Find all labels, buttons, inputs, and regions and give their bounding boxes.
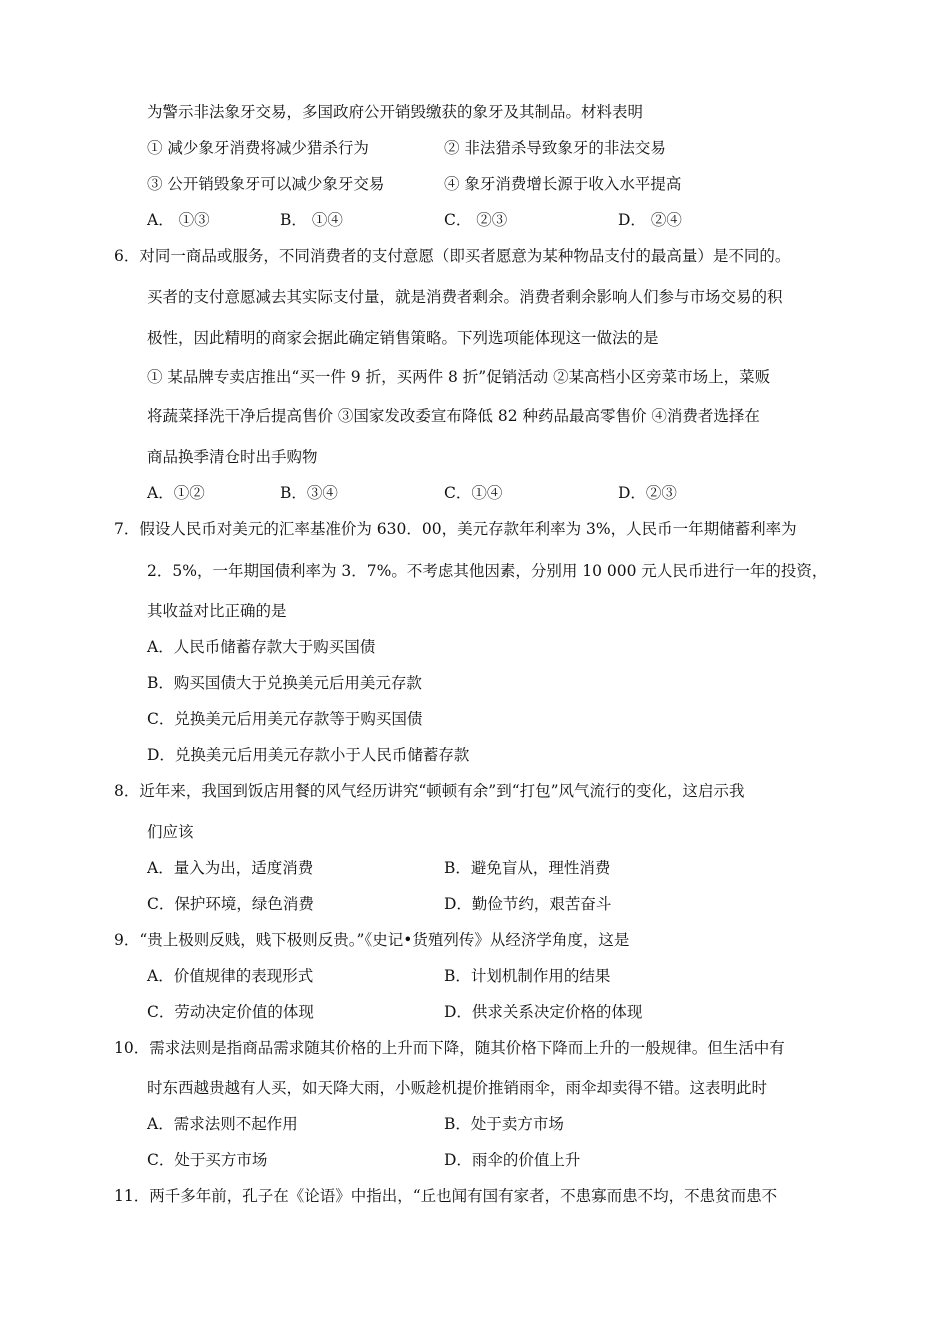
- q10-option-c: C．处于买方市场: [147, 1151, 268, 1169]
- q8-option-a: A．量入为出，适度消费: [147, 859, 314, 877]
- q5-option-d: D． ②④: [618, 211, 682, 229]
- q6-line-4: ① 某品牌专卖店推出“买一件 9 折，买两件 8 折”促销活动 ②某高档小区旁菜市场上，菜贩: [147, 368, 771, 386]
- q6-line-1: 6．对同一商品或服务，不同消费者的支付意愿（即买者愿意为某种物品支付的最高量）是不同的。: [114, 247, 791, 265]
- q5-item-2: ② 非法猎杀导致象牙的非法交易: [444, 139, 666, 157]
- q5-option-a: A． ①③: [147, 211, 210, 229]
- q6-option-a: A．①②: [147, 484, 205, 502]
- q9-option-d: D．供求关系决定价格的体现: [444, 1003, 643, 1021]
- q7-option-c: C．兑换美元后用美元存款等于购买国债: [147, 710, 423, 728]
- q6-line-5: 将蔬菜择洗干净后提高售价 ③国家发改委宣布降低 82 种药品最高零售价 ④消费者选择在: [147, 407, 760, 425]
- q7-option-b: B．购买国债大于兑换美元后用美元存款: [147, 674, 422, 692]
- q6-line-2: 买者的支付意愿减去其实际支付量，就是消费者剩余。消费者剩余影响人们参与市场交易的积: [147, 288, 783, 306]
- q9-option-a: A．价值规律的表现形式: [147, 967, 314, 985]
- q7-line-1: 7．假设人民币对美元的汇率基准价为 630．00，美元存款年利率为 3%，人民币一年期储蓄利率为: [114, 520, 797, 538]
- q5-item-3: ③ 公开销毁象牙可以减少象牙交易: [147, 175, 385, 193]
- q8-option-c: C．保护环境，绿色消费: [147, 895, 314, 913]
- q7-line-3: 其收益对比正确的是: [147, 602, 287, 620]
- q6-line-6: 商品换季清仓时出手购物: [147, 448, 318, 466]
- q11-line-1: 11．两千多年前，孔子在《论语》中指出，“丘也闻有国有家者，不患寡而患不均，不患贫而患不: [114, 1187, 778, 1205]
- q5-item-4: ④ 象牙消费增长源于收入水平提高: [444, 175, 682, 193]
- q10-line-1: 10．需求法则是指商品需求随其价格的上升而下降，随其价格下降而上升的一般规律。但生活中有: [114, 1039, 785, 1057]
- q6-option-c: C．①④: [444, 484, 503, 502]
- q5-option-b: B． ①④: [280, 211, 343, 229]
- q5-option-c: C． ②③: [444, 211, 508, 229]
- q5-item-1: ① 减少象牙消费将减少猎杀行为: [147, 139, 369, 157]
- q7-line-2: 2．5%，一年期国债利率为 3．7%。不考虑其他因素，分别用 10 000 元人民币进行一年的投资，: [147, 562, 828, 580]
- q7-option-d: D．兑换美元后用美元存款小于人民币储蓄存款: [147, 746, 470, 764]
- q5-stem: 为警示非法象牙交易，多国政府公开销毁缴获的象牙及其制品。材料表明: [147, 103, 644, 121]
- q9-line-1: 9．“贵上极则反贱，贱下极则反贵。”《史记•货殖列传》从经济学角度，这是: [114, 931, 630, 949]
- q8-option-b: B．避免盲从，理性消费: [444, 859, 611, 877]
- q10-option-b: B．处于卖方市场: [444, 1115, 564, 1133]
- q8-line-2: 们应该: [147, 823, 194, 841]
- q10-option-d: D．雨伞的价值上升: [444, 1151, 581, 1169]
- q6-option-d: D．②③: [618, 484, 677, 502]
- q9-option-b: B．计划机制作用的结果: [444, 967, 611, 985]
- q6-line-3: 极性，因此精明的商家会据此确定销售策略。下列选项能体现这一做法的是: [147, 329, 659, 347]
- q10-option-a: A．需求法则不起作用: [147, 1115, 298, 1133]
- q10-line-2: 时东西越贵越有人买，如天降大雨，小贩趁机提价推销雨伞，雨伞却卖得不错。这表明此时: [147, 1079, 768, 1097]
- q7-option-a: A．人民币储蓄存款大于购买国债: [147, 638, 376, 656]
- q6-option-b: B．③④: [280, 484, 338, 502]
- q8-option-d: D．勤俭节约，艰苦奋斗: [444, 895, 612, 913]
- q9-option-c: C．劳动决定价值的体现: [147, 1003, 314, 1021]
- q8-line-1: 8．近年来，我国到饭店用餐的风气经历讲究“顿顿有余”到“打包”风气流行的变化，这启示我: [114, 782, 745, 800]
